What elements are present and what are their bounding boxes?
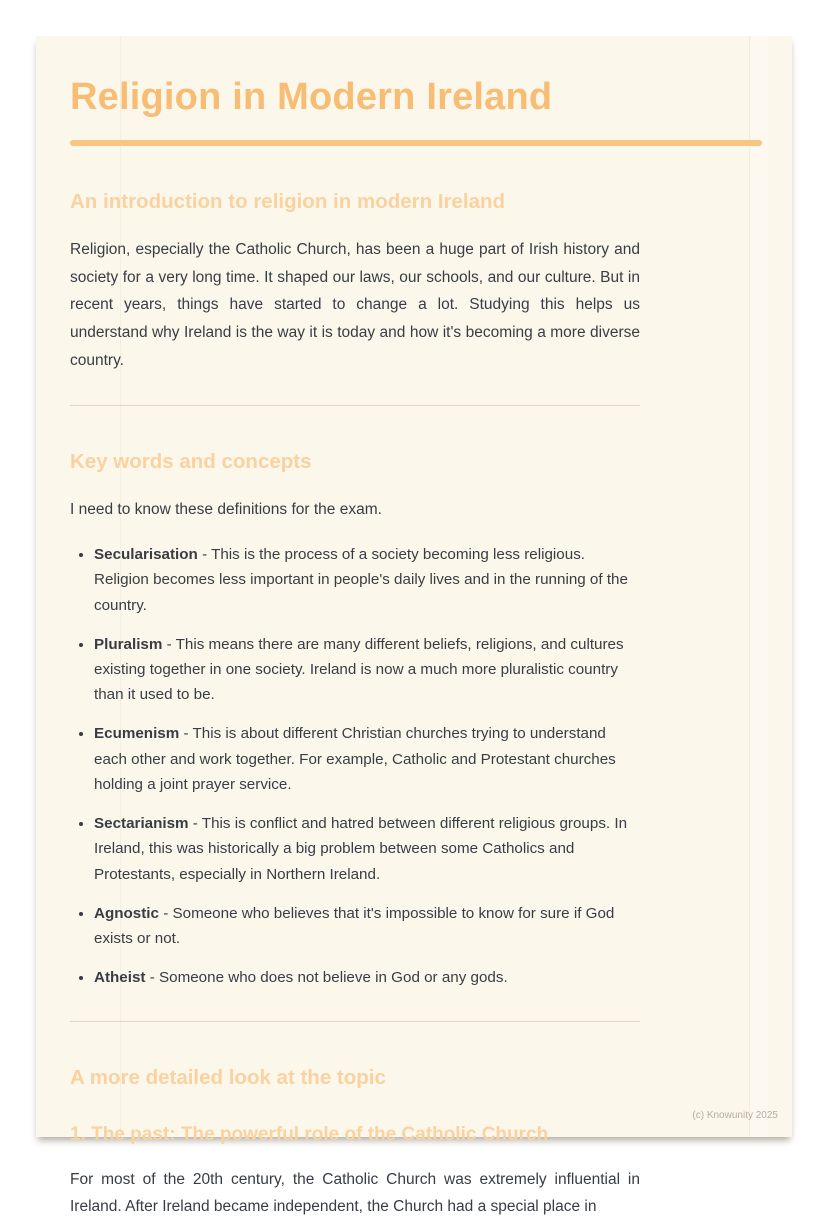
list-item: [94, 632, 640, 708]
list-item: [94, 542, 640, 618]
definition-text: - Someone who believes that it's impossible to know for sure if God exists or not.: [94, 904, 615, 948]
document-page: [36, 36, 792, 1216]
list-item: [94, 965, 640, 990]
page-title: Religion in Modern Ireland: [70, 76, 553, 118]
text-column: [70, 190, 640, 1221]
list-item: [94, 901, 640, 951]
definition-text: - This is about different Christian churches trying to understand each other and work together. For example, Catholic and Protestant churches holding a joint prayer service.: [94, 725, 616, 793]
section-divider: [70, 405, 640, 406]
definition-text: - Someone who does not believe in God or any gods.: [149, 969, 508, 987]
intro-paragraph: Religion, especially the Catholic Church, has been a huge part of Irish history and society for a very long time. It shaped our laws, our schools, and our culture. But in recent years, things have started to change a lot. Studying this helps us understand why Ireland is the way it is today and how it's becoming a more diverse country.: [70, 240, 640, 370]
footer-credit: (c) Knowunity 2025: [692, 1110, 778, 1121]
definition-term: Agnostic: [94, 904, 159, 922]
definition-text: - This is the process of a society becoming less religious. Religion becomes less important in people's daily lives and in the running of the country.: [94, 546, 628, 614]
detailed-paragraph: For most of the 20th century, the Catholic Church was extremely influential in Ireland. After Ireland became independent, the Church had a special place in: [70, 1170, 640, 1216]
section-heading-introduction: An introduction to religion in modern Ireland: [70, 189, 506, 213]
definition-text: - This is conflict and hatred between different religious groups. In Ireland, this was historically a big problem between some Catholics and Protestants, especially in Northern Ireland.: [94, 815, 628, 883]
definition-term: Secularisation: [94, 546, 198, 564]
keywords-lead: I need to know these definitions for the exam.: [70, 501, 382, 519]
definition-term: Sectarianism: [94, 815, 189, 833]
definition-list: [94, 542, 640, 991]
title-underline-rule: [70, 140, 762, 146]
list-item: [94, 811, 640, 887]
document-content: [36, 36, 792, 1221]
section-heading-keywords: Key words and concepts: [70, 450, 312, 474]
definition-term: Pluralism: [94, 635, 163, 653]
definition-text: - This means there are many different beliefs, religions, and cultures existing together in one society. Ireland is now a much more pluralistic country than it used to be.: [94, 635, 624, 704]
list-item: [94, 721, 640, 797]
definition-term: Atheist: [94, 969, 146, 987]
sub-heading-past-role: 1. The past: The powerful role of the Catholic Church: [70, 1123, 549, 1145]
section-heading-detailed: A more detailed look at the topic: [70, 1065, 386, 1089]
section-divider: [70, 1021, 640, 1022]
definition-term: Ecumenism: [94, 725, 180, 743]
